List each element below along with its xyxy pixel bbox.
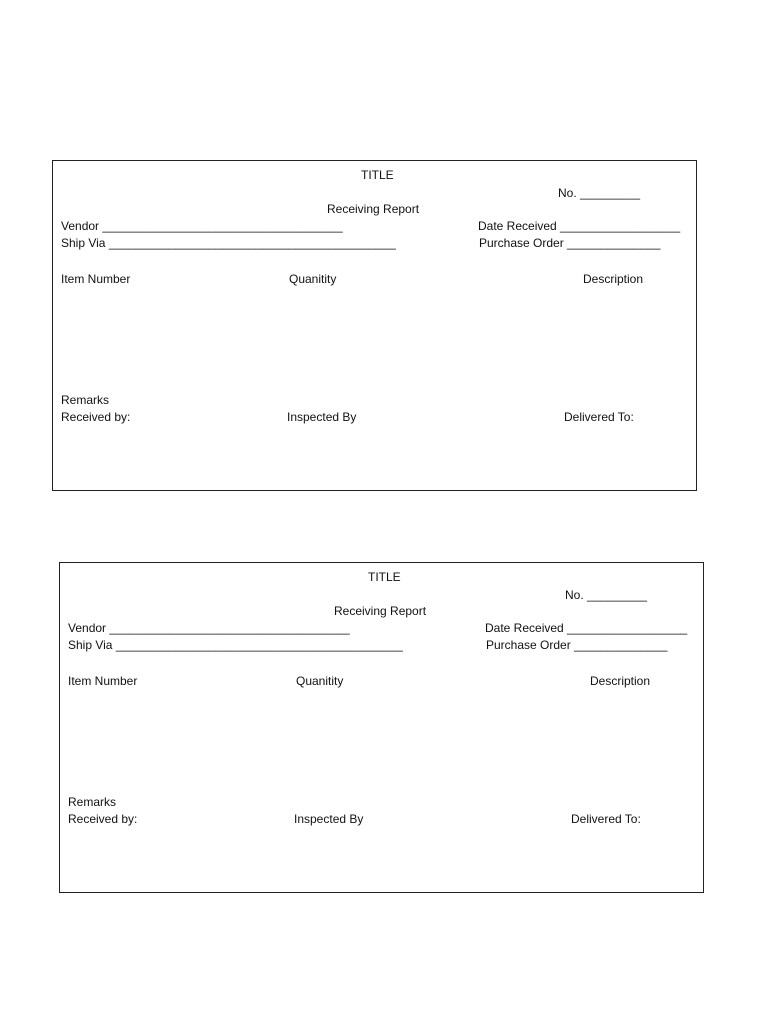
inspected-by-label: Inspected By	[294, 812, 364, 826]
delivered-to-label: Delivered To:	[571, 812, 641, 826]
column-header-quantity: Quanitity	[296, 674, 344, 688]
date-received-field: Date Received __________________	[478, 219, 681, 233]
purchase-order-field: Purchase Order ______________	[486, 638, 668, 652]
column-header-item-number: Item Number	[68, 674, 138, 688]
received-by-label: Received by:	[68, 812, 138, 826]
date-received-field: Date Received __________________	[485, 621, 688, 635]
report-heading: Receiving Report	[327, 202, 420, 216]
ship-via-field: Ship Via ___________________________________________	[61, 236, 396, 250]
column-header-description: Description	[590, 674, 651, 688]
receiving-report-form-2	[59, 562, 704, 893]
delivered-to-label: Delivered To:	[564, 410, 634, 424]
vendor-field: Vendor ____________________________________	[68, 621, 350, 635]
vendor-field: Vendor ____________________________________	[61, 219, 343, 233]
form-title: TITLE	[368, 570, 401, 584]
form-title: TITLE	[361, 168, 394, 182]
report-number-field: No. _________	[565, 588, 648, 602]
report-heading: Receiving Report	[334, 604, 427, 618]
received-by-label: Received by:	[61, 410, 131, 424]
column-header-item-number: Item Number	[61, 272, 131, 286]
receiving-report-form-1	[52, 160, 697, 491]
ship-via-field: Ship Via ___________________________________________	[68, 638, 403, 652]
remarks-label: Remarks	[61, 393, 110, 407]
purchase-order-field: Purchase Order ______________	[479, 236, 661, 250]
column-header-quantity: Quanitity	[289, 272, 337, 286]
report-number-field: No. _________	[558, 186, 641, 200]
remarks-label: Remarks	[68, 795, 117, 809]
inspected-by-label: Inspected By	[287, 410, 357, 424]
column-header-description: Description	[583, 272, 644, 286]
